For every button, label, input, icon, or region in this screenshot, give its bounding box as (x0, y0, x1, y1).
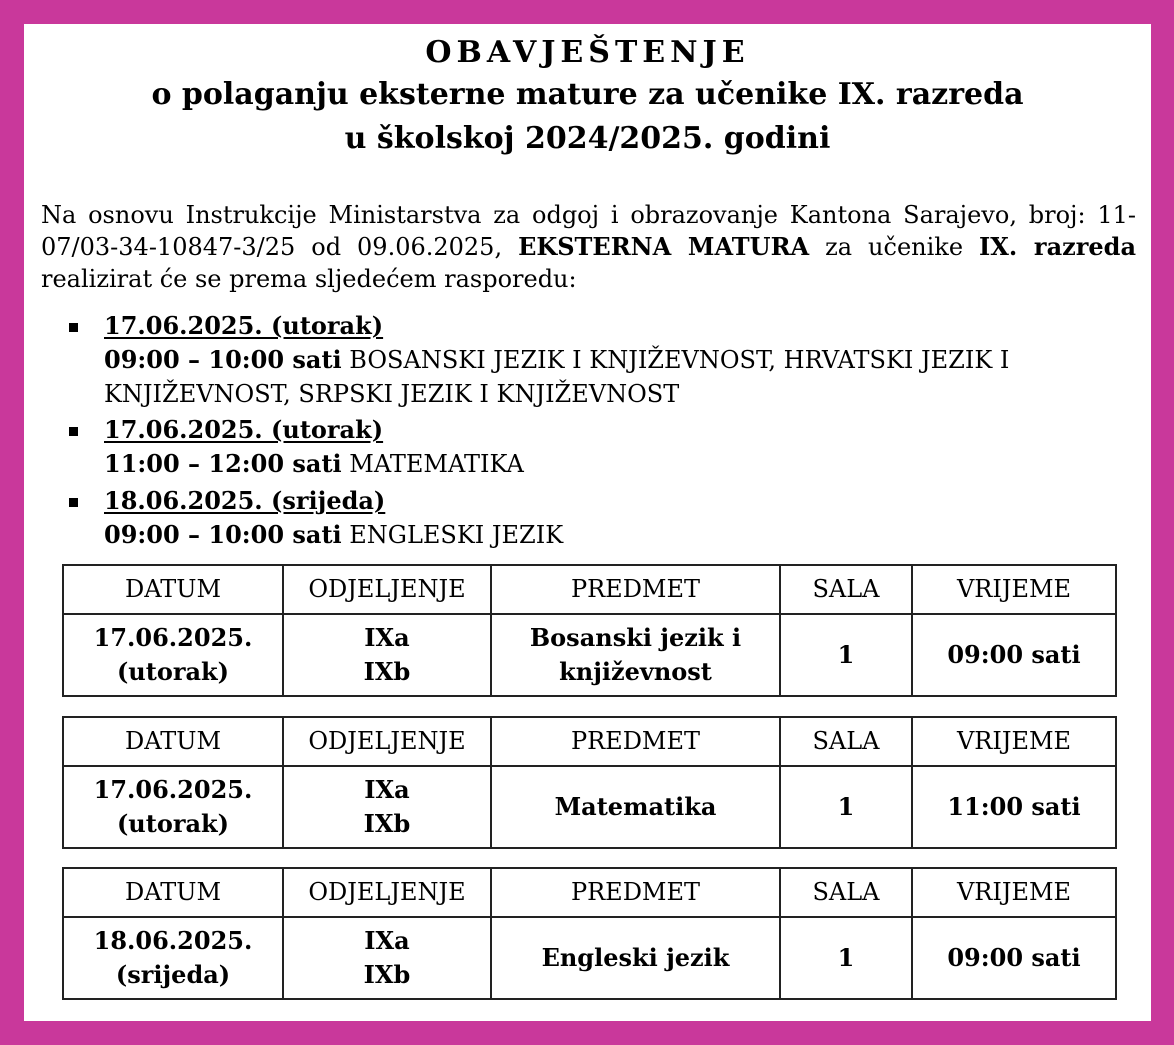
schedule-item (104, 484, 1144, 552)
schedule-item (104, 309, 1144, 411)
schedule-item (104, 413, 1144, 481)
header-time: VRIJEME (912, 868, 1116, 917)
schedule-date: 18.06.2025. (srijeda) (104, 486, 386, 515)
cell-class: IXa IXb (283, 766, 491, 848)
cell-time: 09:00 sati (912, 614, 1116, 696)
header-date: DATUM (63, 717, 283, 766)
intro-text-1: Na osnovu Instrukcije Ministarstva za odgoj i obrazovanje Kantona Sarajevo, broj: 11-07/03-34-10847-3/25 od 09.06.2025, (41, 201, 1136, 261)
cell-subject: Bosanski jezik i književnost (491, 614, 780, 696)
intro-paragraph (41, 199, 1136, 295)
schedule-time: 11:00 – 12:00 sati (104, 449, 342, 478)
cell-subject: Matematika (491, 766, 780, 848)
header-time: VRIJEME (912, 565, 1116, 614)
schedule-time: 09:00 – 10:00 sati (104, 520, 342, 549)
header-date: DATUM (63, 868, 283, 917)
schedule-table-1 (62, 564, 1117, 697)
cell-room: 1 (780, 766, 912, 848)
schedule-date: 17.06.2025. (utorak) (104, 311, 384, 340)
schedule-table-3 (62, 867, 1117, 1000)
schedule-subject: MATEMATIKA (341, 450, 524, 478)
cell-date: 18.06.2025. (srijeda) (63, 917, 283, 999)
cell-room: 1 (780, 917, 912, 999)
cell-room: 1 (780, 614, 912, 696)
schedule-subject: ENGLESKI JEZIK (341, 521, 564, 549)
intro-bold-exam: EKSTERNA MATURA (518, 232, 810, 261)
header-class: ODJELJENJE (283, 565, 491, 614)
header-room: SALA (780, 565, 912, 614)
schedule-time: 09:00 – 10:00 sati (104, 345, 342, 374)
header-time: VRIJEME (912, 717, 1116, 766)
notice-subtitle-line1: o polaganju eksterne mature za učenike IX. razreda (151, 77, 1024, 112)
notice-title: OBAVJEŠTENJE (425, 35, 750, 70)
cell-class: IXa IXb (283, 917, 491, 999)
header-subject: PREDMET (491, 565, 780, 614)
cell-subject: Engleski jezik (491, 917, 780, 999)
notice-page (24, 24, 1151, 1021)
header-date: DATUM (63, 565, 283, 614)
header-subject: PREDMET (491, 717, 780, 766)
bullet-square-icon (69, 427, 78, 436)
header-class: ODJELJENJE (283, 868, 491, 917)
header-class: ODJELJENJE (283, 717, 491, 766)
cell-time: 09:00 sati (912, 917, 1116, 999)
bullet-square-icon (69, 498, 78, 507)
intro-text-2: za učenike (809, 233, 980, 261)
header-subject: PREDMET (491, 868, 780, 917)
cell-date: 17.06.2025. (utorak) (63, 614, 283, 696)
cell-time: 11:00 sati (912, 766, 1116, 848)
intro-text-3: realizirat će se prema sljedećem rasporedu: (41, 265, 577, 293)
header-room: SALA (780, 717, 912, 766)
notice-subtitle-line2: u školskoj 2024/2025. godini (344, 121, 831, 156)
schedule-table-2 (62, 716, 1117, 849)
schedule-subject: BOSANSKI JEZIK I KNJIŽEVNOST, HRVATSKI JEZIK I KNJIŽEVNOST, SRPSKI JEZIK I KNJIŽEVNOST (104, 346, 1010, 408)
bullet-square-icon (69, 323, 78, 332)
cell-date: 17.06.2025. (utorak) (63, 766, 283, 848)
intro-bold-grade: IX. razreda (979, 232, 1136, 261)
schedule-date: 17.06.2025. (utorak) (104, 415, 384, 444)
cell-class: IXa IXb (283, 614, 491, 696)
header-room: SALA (780, 868, 912, 917)
